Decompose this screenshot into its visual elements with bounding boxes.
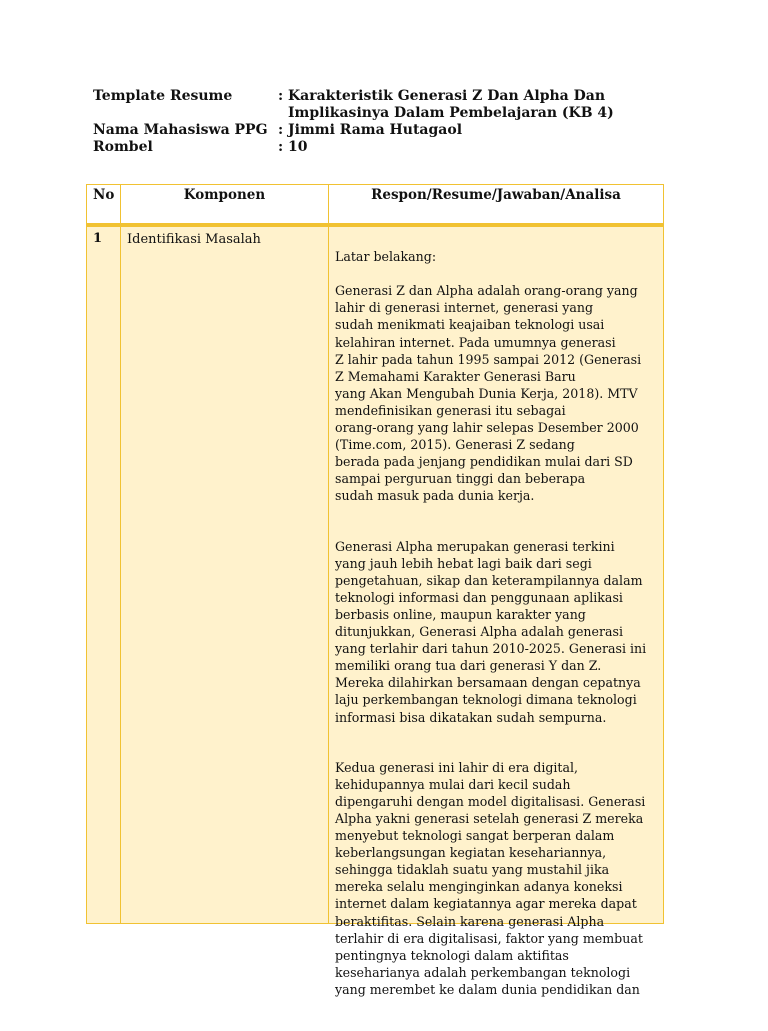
template-title-line-1: Karakteristik Generasi Z Dan Alpha Dan [288,88,606,104]
respon-paragraph-1: Generasi Z dan Alpha adalah orang-orang yang lahir di generasi internet, generasi yang sudah menikmati keajaiban teknologi usai kelahiran internet. Pada umumnya generasi Z lahir pada tahun 1995 sampai 2012 (Generasi Z Memahami Karakter Generasi Baru yang Akan Mengubah Dunia Kerja, 2018). MTV mendefinisikan generasi itu sebagai orang-orang yang lahir selepas Desember 2000 (Time.com, 2015). Generasi Z sedang berada pada jenjang pendidikan mulai dari SD sampai perguruan tinggi dan beberapa sudah masuk pada dunia kerja. [335,283,642,504]
student-name-value: Jimmi Rama Hutagaol [288,122,463,138]
row-komponen: Identifikasi Masalah [121,225,329,924]
respon-paragraph-3: Kedua generasi ini lahir di era digital, kehidupannya mulai dari kecil sudah dipengaruhi dengan model digitalisasi. Generasi Alpha yakni generasi setelah generasi Z mereka menyebut teknologi sangat berperan dalam keberlangsungan kegiatan kesehariannya, sehingga tidaklah suatu yang mustahil jika mereka selalu menginginkan adanya koneksi internet dalam kegiatannya agar mereka dapat beraktifitas. Selain karena generasi Alpha terlahir di era digitalisasi, faktor yang membuat pentingnya teknologi dalam aktifitas keseharianya adalah perkembangan teknologi yang merembet ke dalam dunia pendidikan dan [335,759,646,997]
table-row [87,225,664,924]
respon-title: Latar belakang: [335,249,437,265]
colon: : [278,88,284,104]
colon: : [278,122,284,138]
header-komponen: Komponen [121,185,329,226]
template-title-line-2: Implikasinya Dalam Pembelajaran (KB 4) [288,105,614,121]
student-name-label: Nama Mahasiswa PPG [93,122,268,138]
header-row-name [93,122,693,139]
rombel-value: 10 [288,139,308,155]
respon-text [335,231,657,997]
row-number: 1 [87,225,121,924]
header-row-rombel [93,139,693,156]
template-label: Template Resume [93,88,233,104]
template-title [288,88,693,122]
row-respon [329,225,664,997]
rombel-label: Rombel [93,139,153,155]
respon-paragraph-2: Generasi Alpha merupakan generasi terkini yang jauh lebih hebat lagi baik dari segi pengetahuan, sikap dan keterampilannya dalam teknologi informasi dan penggunaan aplikasi berbasis online, maupun karakter yang ditunjukkan, Generasi Alpha adalah generasi yang terlahir dari tahun 2010-2025. Generasi ini memiliki orang tua dari generasi Y dan Z. Mereka dilahirkan bersamaan dengan cepatnya laju perkembangan teknologi dimana teknologi informasi bisa dikatakan sudah sempurna. [335,538,647,725]
header-no: No [87,185,121,226]
colon: : [278,139,284,155]
table-header-row [87,185,664,226]
header-respon: Respon/Resume/Jawaban/Analisa [329,185,664,226]
resume-table [86,184,664,997]
document-header [93,88,693,156]
header-row-template [93,88,693,122]
